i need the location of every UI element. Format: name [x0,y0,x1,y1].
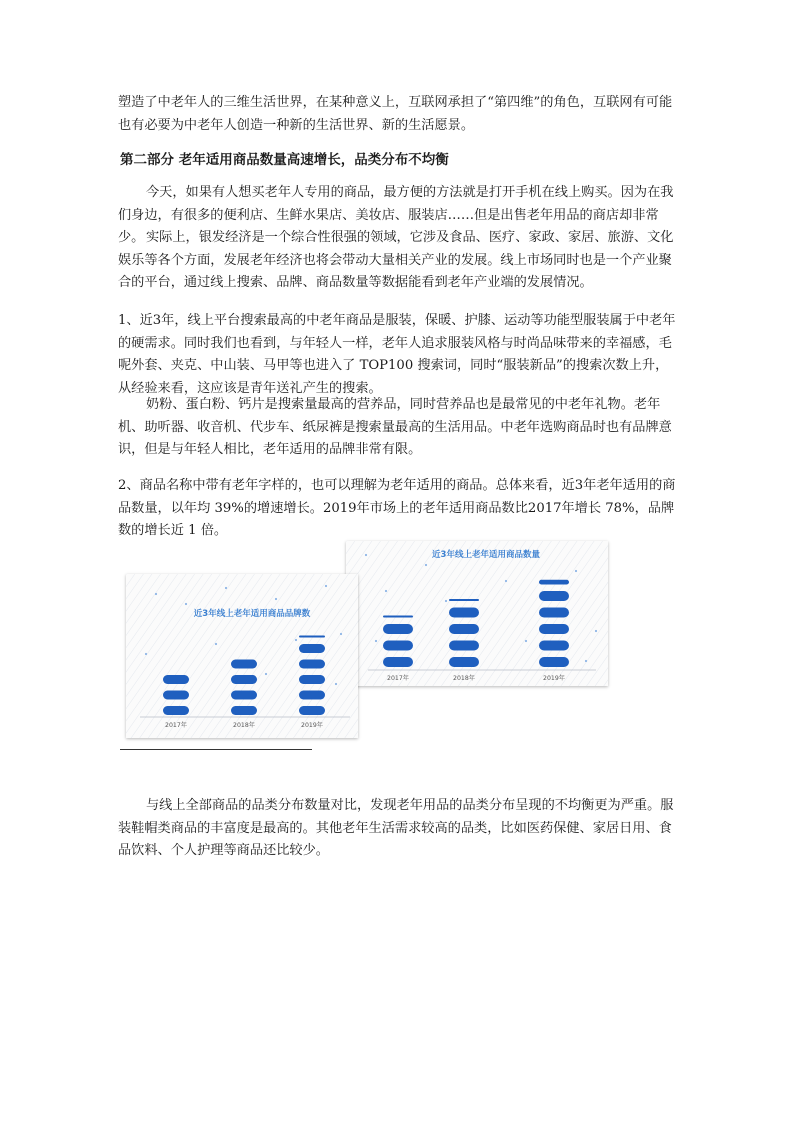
chart-b-bar-0-segment [383,624,413,634]
chart-a-decor-dot [185,603,187,605]
chart-b-x-tick-label: 2018年 [453,675,475,682]
chart-a-bar-2-segment-partial [299,636,325,638]
paragraph-silver-economy: 实际上，银发经济是一个综合性很强的领域，它涉及食品、医疗、家政、家居、旅游、文化娱乐等各个方面，发展老年经济也将会带动大量相关产业的发展。线上市场同时也是一个产业聚合的平台，通过线上搜索、品牌、商品数量等数据能看到老年产业端的发展情况。 [118,230,674,290]
chart-a-title: 近3年线上老年适用商品品牌数 [193,609,311,619]
chart-a-bar-2-segment [299,691,325,700]
chart-b-bar-0-segment [383,641,413,651]
chart-b-title: 近3年线上老年适用商品数量 [432,550,540,560]
chart-a-x-tick-label: 2018年 [233,722,255,729]
chart-a-decor-dot [145,653,147,655]
chart-a-decor-dot [215,643,217,645]
chart-b-decor-dot [595,630,597,632]
chart-b-bar-2-segment [539,624,569,634]
chart-a-x-tick-label: 2019年 [301,722,323,729]
chart-brand-count [126,574,358,738]
chart-b-bar-1-segment [449,608,479,618]
chart-b-x-tick-label: 2019年 [543,675,565,682]
chart-a-decor-dot [275,598,277,600]
chart-b-decor-dot [445,600,447,602]
chart-b-bar-2-segment-partial [539,580,569,585]
chart-b-bar-2-segment [539,657,569,667]
chart-b-decor-dot [575,570,577,572]
chart-b-bar-1-segment [449,641,479,651]
chart-a-decor-dot [340,633,342,635]
chart-a-decor-dot [325,585,327,587]
paragraph-today: 今天，如果有人想买老年人专用的商品，最方便的方法就是打开手机在线上购买。因为在我们身边，有很多的便利店、生鲜水果店、美妆店、服装店……但是出售老年用品的商店却非常少。 [118,185,674,245]
chart-b-bar-1-segment-partial [449,599,479,601]
chart-a-bar-1-segment [231,660,257,669]
chart-a-x-tick-label: 2017年 [165,722,187,729]
paragraph-point-1: 1、近3年，线上平台搜索最高的中老年商品是服装，保暖、护膝、运动等功能型服装属于中老年的硬需求。同时我们也看到，与年轻人一样，老年人追求服装风格与时尚品味带来的幸福感，毛呢外套、夹克、中山装、马甲等也进入了 TOP100 搜索词，同时“服装新品”的搜索次数上升，从经验来看，这应该是青年送礼产生的搜索。 [118,313,676,396]
chart-a-decor-dot [225,587,227,589]
chart-b-bar-0-segment-partial [383,616,413,618]
paragraph-intro-continuation: 塑造了中老年人的三维生活世界，在某种意义上，互联网承担了“第四维”的角色，互联网有可能也有必要为中老年人创造一种新的生活世界、新的生活愿景。 [118,95,673,133]
section-heading: 第二部分 老年适用商品数量高速增长，品类分布不均衡 [120,152,449,168]
chart-product-count [346,541,608,686]
chart-b-bar-1-segment [449,657,479,667]
chart-a-bar-1-segment [231,675,257,684]
chart-a-decor-dot [335,683,337,685]
chart-b-decor-dot [385,590,387,592]
chart-a-decor-dot [155,593,157,595]
chart-a-bar-2-segment [299,644,325,653]
chart-a-decor-dot [265,673,267,675]
chart-a-bar-2-segment [299,660,325,669]
paragraph-nutrition: 奶粉、蛋白粉、钙片是搜索量最高的营养品，同时营养品也是最常见的中老年礼物。老年机、助听器、收音机、代步车、纸尿裤是搜索量最高的生活用品。中老年选购商品时也有品牌意识，但是与年轻人相比，老年适用的品牌非常有限。 [118,397,672,457]
chart-a-bar-0-segment [163,675,189,684]
chart-b-bar-0-segment [383,657,413,667]
chart-b-decor-dot [425,564,427,566]
chart-b-bar-2-segment [539,608,569,618]
paragraph-point-2: 2、商品名称中带有老年字样的，也可以理解为老年适用的商品。总体来看，近3年老年适用的商品数量，以年均 39%的增速增长。2019年市场上的老年适用商品数比2017年增长 78%，品牌数的增长近 1 倍。 [118,478,676,538]
paragraph-category-distribution: 与线上全部商品的品类分布数量对比，发现老年用品的品类分布呈现的不均衡更为严重。服装鞋帽类商品的丰富度是最高的。其他老年生活需求较高的品类，比如医药保健、家居日用、食品饮料、个人护理等商品还比较少。 [118,798,674,858]
chart-b-decor-dot [505,580,507,582]
footnote-divider [120,749,312,750]
chart-b-bar-2-segment [539,591,569,601]
chart-a-bar-1-segment [231,691,257,700]
chart-b-bar-2-segment [539,641,569,651]
chart-b-decor-dot [365,554,367,556]
chart-a-bar-2-segment [299,706,325,715]
chart-a-bar-0-segment [163,691,189,700]
chart-b-decor-dot [375,640,377,642]
chart-a-decor-dot [295,639,297,641]
chart-b-x-tick-label: 2017年 [387,675,409,682]
chart-a-bar-2-segment [299,675,325,684]
chart-b-decor-dot [525,640,527,642]
chart-b-decor-dot [585,660,587,662]
chart-b-bar-1-segment [449,624,479,634]
chart-a-bar-1-segment [231,706,257,715]
chart-brand-count-svg [126,574,358,738]
chart-a-bar-0-segment [163,706,189,715]
chart-product-count-svg [346,541,608,686]
